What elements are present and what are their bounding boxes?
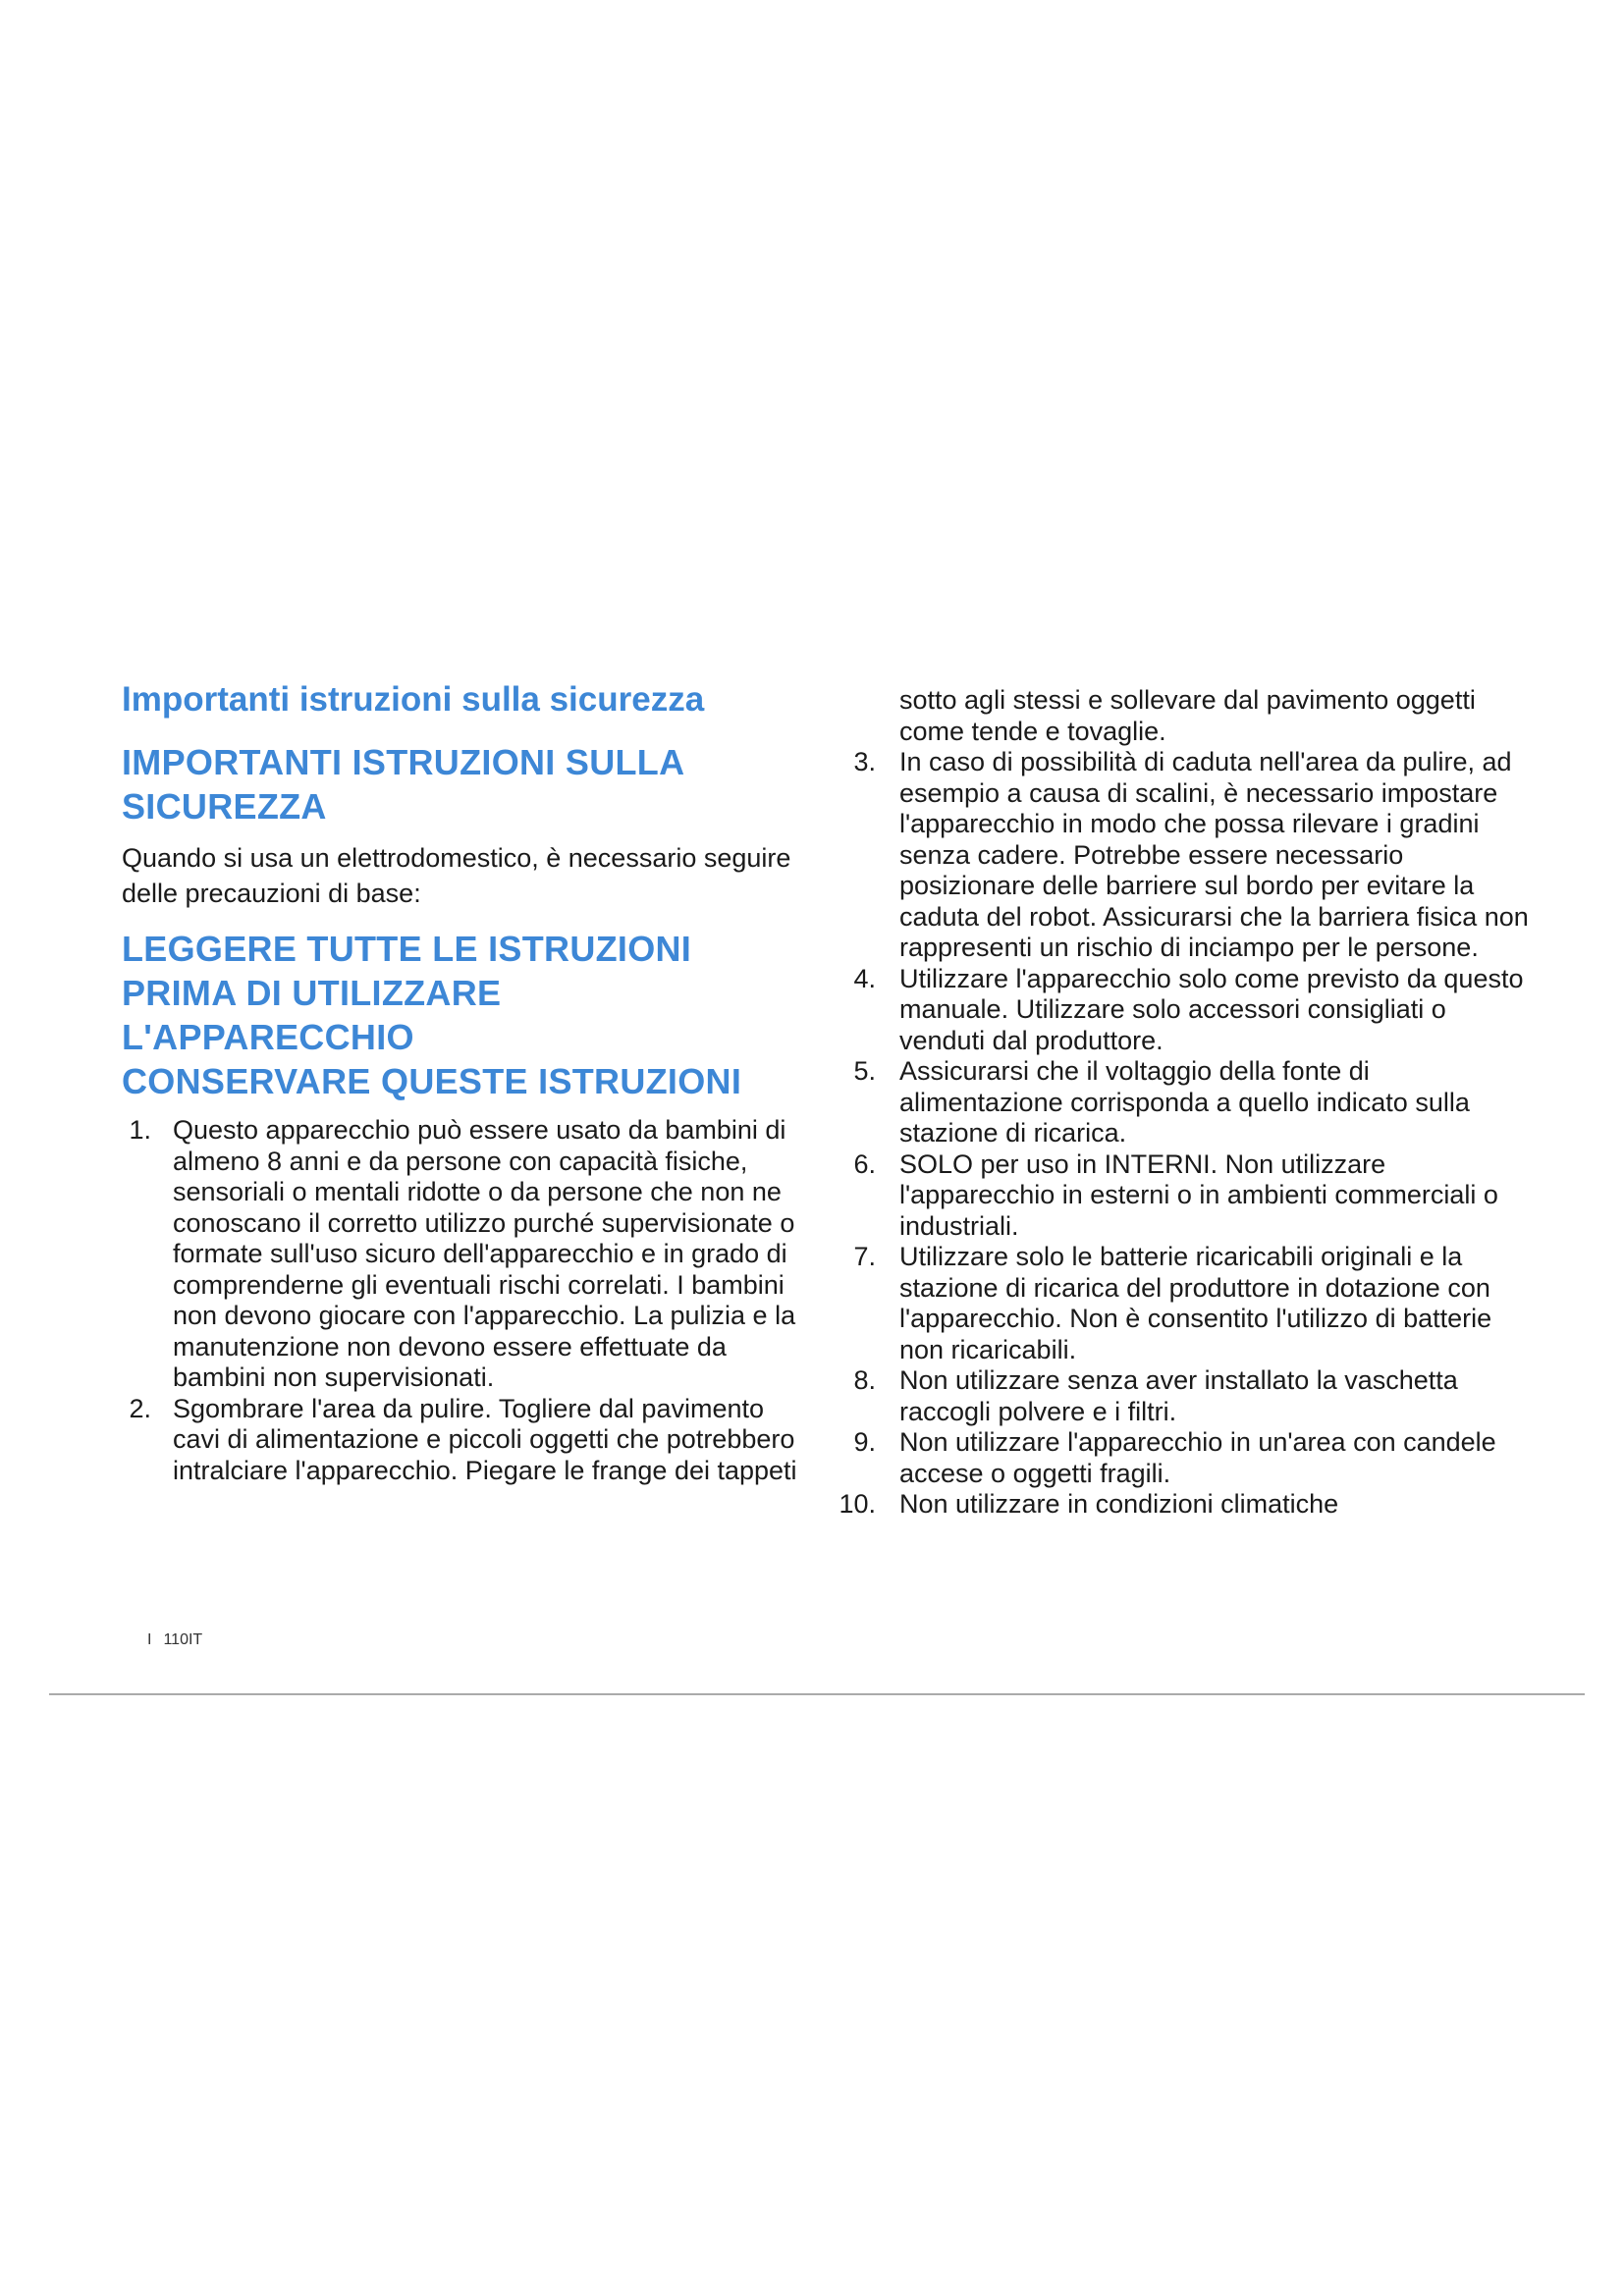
list-item [844, 1427, 1532, 1489]
list-item [122, 1394, 799, 1487]
heading-read-all: LEGGERE TUTTE LE ISTRUZIONI PRIMA DI UTILIZZARE L'APPARECCHIO [122, 929, 692, 1057]
item-text: Assicurarsi che il voltaggio della fonte di alimentazione corrisponda a quello indicato sulla stazione di ricarica. [899, 1056, 1470, 1148]
item-number: 1. [129, 1115, 151, 1145]
footer-separator: I [147, 1631, 152, 1648]
left-column [122, 679, 799, 1486]
section-title: Importanti istruzioni sulla sicurezza [122, 680, 705, 719]
page-footer [147, 1631, 202, 1649]
list-item [844, 1149, 1532, 1243]
item-number: 5. [853, 1056, 876, 1086]
list-item [844, 964, 1532, 1057]
item-number: 6. [853, 1148, 876, 1179]
item-text: Non utilizzare l'apparecchio in un'area con candele accese o oggetti fragili. [899, 1427, 1496, 1488]
item-number: 3. [853, 747, 876, 776]
item-text: In caso di possibilità di caduta nell'area da pulire, ad esempio a causa di scalini, è necessario impostare l'apparecchio in modo che possa rilevare i gradini senza cadere. Potrebbe essere necessario posizionare delle barriere sul bordo per evitare la caduta del robot. Assicurarsi che la barriera fisica non rappresenti un rischio di inciampo per le persone. [899, 747, 1529, 962]
item-number: 10. [839, 1489, 876, 1519]
item-text: Questo apparecchio può essere usato da bambini di almeno 8 anni e da persone con capacità fisiche, sensoriali o mentali ridotte o da persone che non ne conoscano il corretto utilizzo purché supervisionate o formate sull'uso sicuro dell'apparecchio e in grado di comprenderne gli eventuali rischi correlati. I bambini non devono giocare con l'apparecchio. La pulizia e la manutenzione non devono essere effettuate da bambini non supervisionati. [173, 1115, 796, 1392]
item-text: Utilizzare solo le batterie ricaricabili originali e la stazione di ricarica del produttore in dotazione con l'apparecchio. Non è consentito l'utilizzo di batterie non ricaricabili. [899, 1242, 1492, 1364]
item-text: SOLO per uso in INTERNI. Non utilizzare l'apparecchio in esterni o in ambienti commerciali o industriali. [899, 1148, 1498, 1241]
list-item [122, 1115, 799, 1394]
item-number: 4. [853, 963, 876, 993]
list-item [844, 747, 1532, 964]
list-item [844, 1365, 1532, 1427]
heading-save: CONSERVARE QUESTE ISTRUZIONI [122, 1061, 742, 1101]
list-item [844, 1056, 1532, 1149]
right-column [839, 685, 1532, 1521]
list-item [844, 1242, 1532, 1365]
item-text: Non utilizzare senza aver installato la vaschetta raccogli polvere e i filtri. [899, 1365, 1458, 1426]
intro-text: Quando si usa un elettrodomestico, è necessario seguire delle precauzioni di base: [122, 843, 791, 908]
item-number: 7. [853, 1242, 876, 1271]
item-text: Sgombrare l'area da pulire. Togliere dal pavimento cavi di alimentazione e piccoli oggetti che potrebbero intralciare l'apparecchio. Piegare le frange dei tappeti [173, 1393, 797, 1485]
list-item [839, 1489, 1532, 1521]
item-text: Utilizzare l'apparecchio solo come previsto da questo manuale. Utilizzare solo accessori consigliati o venduti dal produttore. [899, 963, 1524, 1055]
item-number: 8. [853, 1365, 876, 1395]
heading-safety: IMPORTANTI ISTRUZIONI SULLA SICUREZZA [122, 742, 684, 827]
item-text: Non utilizzare in condizioni climatiche [899, 1489, 1339, 1519]
item-continuation: sotto agli stessi e sollevare dal pavimento oggetti come tende e tovaglie. [899, 685, 1476, 746]
page-number: 110IT [163, 1631, 203, 1648]
bottom-divider [49, 1693, 1585, 1695]
item-number: 9. [853, 1427, 876, 1457]
item-number: 2. [129, 1393, 151, 1423]
